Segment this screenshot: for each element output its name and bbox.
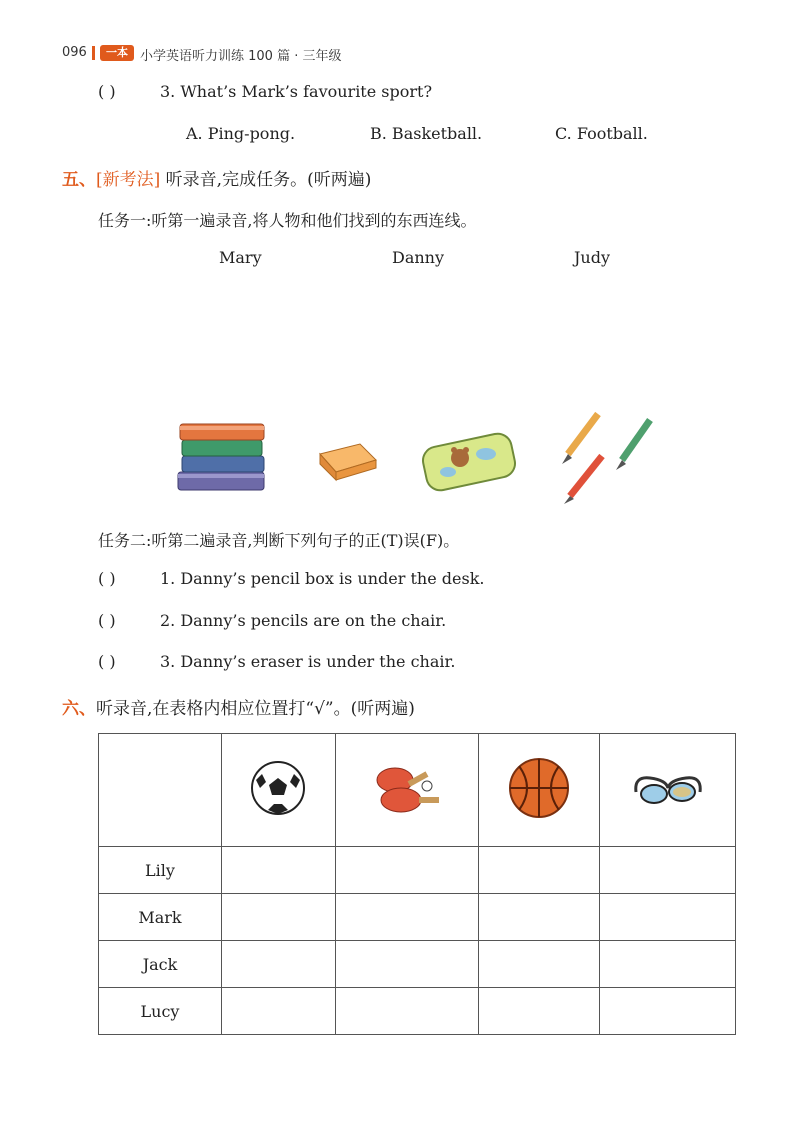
option-c: C. Football. [555, 124, 648, 143]
option-a: A. Ping-pong. [186, 124, 296, 143]
pencils-icon [556, 408, 660, 504]
answer-paren[interactable]: ( ) [98, 611, 116, 630]
page-divider [92, 46, 95, 60]
answer-cell[interactable] [600, 941, 736, 988]
statement-3 [98, 652, 455, 671]
answer-cell[interactable] [335, 988, 478, 1035]
table-row [99, 988, 736, 1035]
question-text: 3. What’s Mark’s favourite sport? [160, 82, 433, 101]
answer-cell[interactable] [478, 941, 599, 988]
row-name: Mark [99, 894, 222, 941]
statement-text: 2. Danny’s pencils are on the chair. [160, 611, 447, 630]
answer-cell[interactable] [335, 847, 478, 894]
statement-text: 3. Danny’s eraser is under the chair. [160, 652, 456, 671]
table-row [99, 941, 736, 988]
answer-cell[interactable] [222, 847, 336, 894]
answer-cell[interactable] [222, 988, 336, 1035]
ping-pong-icon [369, 760, 445, 816]
section-title: 听录音,在表格内相应位置打“√”。(听两遍) [96, 699, 415, 719]
question-3 [98, 82, 432, 101]
option-b: B. Basketball. [370, 124, 483, 143]
answer-cell[interactable] [478, 894, 599, 941]
eraser-icon [312, 436, 382, 482]
pencil-box-icon [418, 428, 520, 494]
section-number: 六、 [62, 699, 96, 719]
book-title: 小学英语听力训练 100 篇 · 三年级 [140, 49, 342, 64]
answer-table [98, 733, 736, 1035]
section-number: 五、 [62, 170, 96, 190]
goggles-icon [632, 766, 704, 810]
section-title: 听录音,完成任务。(听两遍) [160, 170, 372, 190]
row-name: Jack [99, 941, 222, 988]
corner-cell [99, 734, 222, 847]
answer-paren[interactable]: ( ) [98, 82, 116, 101]
statement-2 [98, 611, 446, 630]
column-ping-pong [335, 734, 478, 847]
table-header-row [99, 734, 736, 847]
statement-1 [98, 569, 485, 588]
row-name: Lucy [99, 988, 222, 1035]
basketball-icon [507, 756, 571, 820]
section-5-heading [62, 165, 371, 190]
answer-cell[interactable] [222, 894, 336, 941]
table-row [99, 894, 736, 941]
answer-cell[interactable] [335, 894, 478, 941]
row-name: Lily [99, 847, 222, 894]
column-football [222, 734, 336, 847]
section-6-heading [62, 694, 415, 719]
books-icon [172, 420, 272, 494]
page-number: 096 [62, 45, 87, 60]
column-basketball [478, 734, 599, 847]
answer-cell[interactable] [600, 988, 736, 1035]
answer-cell[interactable] [335, 941, 478, 988]
name-mary: Mary [219, 248, 262, 267]
name-danny: Danny [392, 248, 445, 267]
answer-paren[interactable]: ( ) [98, 652, 116, 671]
answer-cell[interactable] [600, 847, 736, 894]
brand-logo: 一本 [100, 45, 134, 61]
name-judy: Judy [574, 248, 610, 267]
task-2-instruction: 任务二:听第二遍录音,判断下列句子的正(T)误(F)。 [98, 531, 460, 550]
football-icon [248, 758, 308, 818]
answer-paren[interactable]: ( ) [98, 569, 116, 588]
task-1-instruction: 任务一:听第一遍录音,将人物和他们找到的东西连线。 [98, 211, 477, 230]
new-format-tag: [新考法] [96, 170, 161, 190]
answer-cell[interactable] [222, 941, 336, 988]
table-row [99, 847, 736, 894]
statement-text: 1. Danny’s pencil box is under the desk. [160, 569, 485, 588]
answer-cell[interactable] [600, 894, 736, 941]
answer-cell[interactable] [478, 988, 599, 1035]
answer-cell[interactable] [478, 847, 599, 894]
column-swimming [600, 734, 736, 847]
